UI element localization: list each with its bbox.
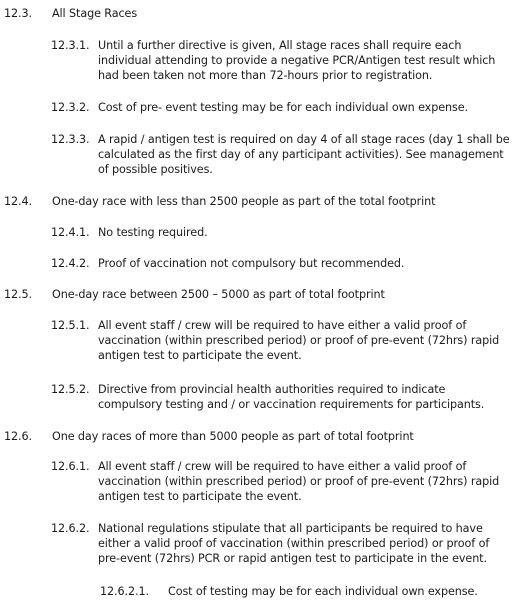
clause-line: antigen test to participate the event. [98,490,302,503]
clause-line: either a valid proof of vaccination (within prescribed period) or proof of [98,537,490,550]
clause-line: No testing required. [98,226,208,239]
clause-line: All event staff / crew will be required to have either a valid proof of [98,460,467,473]
clause-line: individual attending to provide a negative PCR/Antigen test result which [98,54,496,67]
clause-number: 12.6.2. [51,522,90,535]
section-number: 12.5. [4,288,32,301]
clause-number: 12.4.2. [51,257,90,270]
clause-line: vaccination (within prescribed period) or proof of pre-event (72hrs) rapid [98,334,500,347]
clause-number: 12.5.2. [51,383,90,396]
clause-line: A rapid / antigen test is required on day 4 of all stage races (day 1 shall be [98,133,510,146]
clause-text [98,382,523,412]
clause-text [98,318,523,363]
clause-line: vaccination (within prescribed period) or proof of pre-event (72hrs) rapid [98,475,500,488]
clause-line: Cost of testing may be for each individual own expense. [168,585,478,598]
clause-line: had been taken not more than 72-hours prior to registration. [98,69,433,82]
clause-number: 12.3.3. [51,133,90,146]
clause-text [98,256,523,271]
clause-line: Directive from provincial health authorities required to indicate [98,383,446,396]
clause-number: 12.5.1. [51,319,90,332]
section-number: 12.3. [4,7,32,20]
clause-line: of possible positives. [98,163,213,176]
clause-line: Cost of pre- event testing may be for each individual own expense. [98,101,468,114]
section-title: One day races of more than 5000 people as part of total footprint [52,430,414,443]
clause-line: Proof of vaccination not compulsory but recommended. [98,257,405,270]
clause-number: 12.6.2.1. [100,585,149,598]
section-title: One-day race between 2500 – 5000 as part of total footprint [52,288,385,301]
clause-line: National regulations stipulate that all participants be required to have [98,522,483,535]
clause-text [168,584,523,599]
clause-number: 12.4.1. [51,226,90,239]
section-title: One-day race with less than 2500 people as part of the total footprint [52,195,436,208]
clause-line: Until a further directive is given, All stage races shall require each [98,39,462,52]
clause-number: 12.3.1. [51,39,90,52]
clause-text [98,38,523,83]
clause-text [98,100,523,115]
section-number: 12.6. [4,430,32,443]
clause-line: compulsory testing and / or vaccination requirements for participants. [98,398,485,411]
clause-line: antigen test to participate the event. [98,349,302,362]
clause-line: pre-event (72hrs) PCR or rapid antigen test to participate in the event. [98,552,487,565]
clause-line: All event staff / crew will be required to have either a valid proof of [98,319,467,332]
clause-number: 12.3.2. [51,101,90,114]
clause-number: 12.6.1. [51,460,90,473]
clause-text [98,459,523,504]
clause-line: calculated as the first day of any participant activities). See management [98,148,504,161]
clause-text [98,132,523,177]
section-number: 12.4. [4,195,32,208]
section-title: All Stage Races [52,7,138,20]
clause-text [98,521,523,566]
clause-text [98,225,523,240]
